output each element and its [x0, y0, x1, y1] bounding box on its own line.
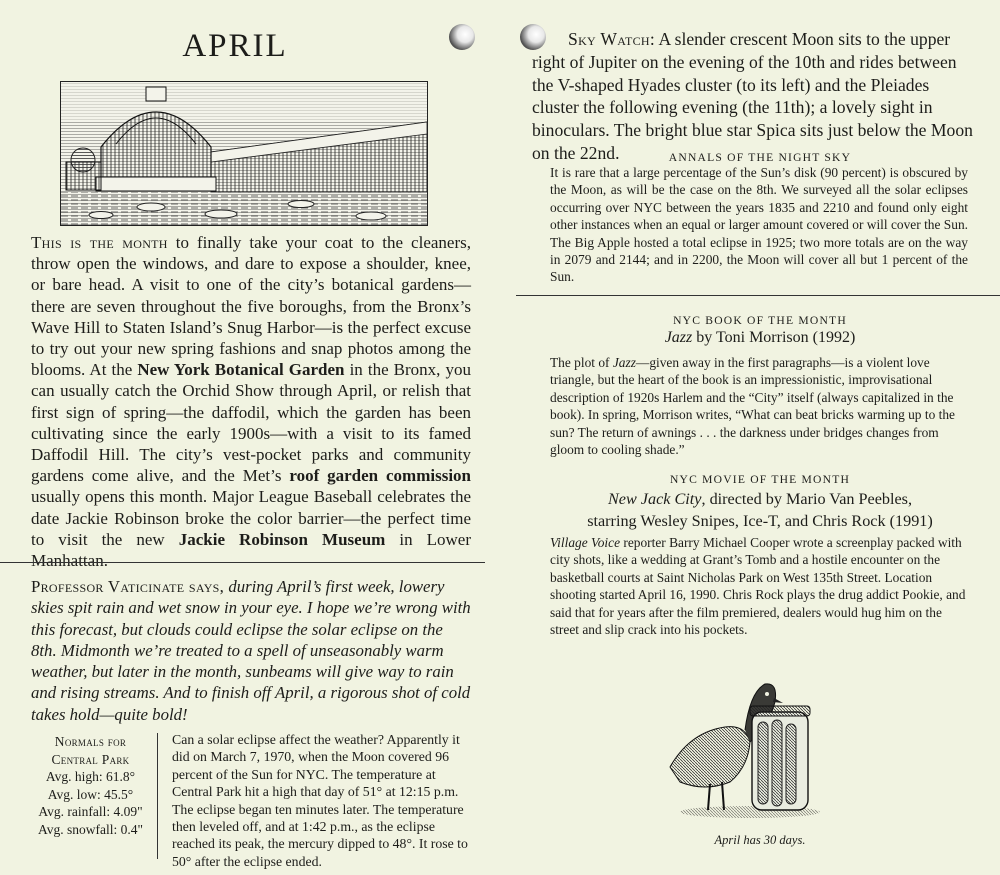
intro-text-4: in Lower Manhattan.: [31, 529, 471, 571]
intro-lead: This is the month: [31, 233, 168, 252]
annals-text: It is rare that a large percentage of the Sun’s disk (90 percent) is obscured by the Moon, as will be the case on the 8th. We surveyed all the solar eclipses occurring over NYC between the years 1835 and 2210 and found only eight other instances when an equal or larger amount covered or will cover the Sun. The Big Apple hosted a total eclipse in 1925; two more totals are on the way in 2079 and 2144; and in 2200, the Moon will cover all but 1 percent of the Sun.: [550, 165, 968, 285]
normals-heading-2: Central Park: [51, 751, 130, 767]
intro-museum: Jackie Robinson Museum: [178, 529, 386, 549]
book-title-line: [550, 329, 970, 347]
normals-value: 0.4": [120, 821, 143, 837]
book-text: [550, 354, 970, 458]
normals-box: [28, 733, 153, 839]
movie-text: [550, 534, 972, 638]
movie-byline-2: starring Wesley Snipes, Ice-T, and Chris Rock (1991): [587, 511, 933, 530]
normals-label: Avg. rainfall:: [38, 804, 111, 820]
right-page: [510, 0, 1000, 875]
intro-text-2: in the Bronx, you can usually catch the Orchid Show through April, or relish that first sign of spring—the daffodil, which the garden has been cultivating since the early 1900s—with a visit to its famed Daffodil Hill. The city’s vest-pocket parks and community gardens come alive, and the Met’s: [31, 360, 471, 486]
normals-value: 61.8°: [106, 769, 136, 785]
pigeon-pickle-jar-illustration: [650, 672, 830, 822]
book-text-pre: The plot of: [550, 355, 613, 370]
normals-label: Avg. snowfall:: [37, 821, 118, 837]
month-title: APRIL: [182, 28, 288, 64]
normals-label: Avg. low:: [47, 786, 101, 802]
normals-value: 45.5°: [104, 786, 134, 802]
intro-text-3: usually opens this month. Major League Baseball celebrates the date Jackie Robinson broke the color barrier—the perfect time to visit the new: [31, 487, 471, 549]
movie-heading: NYC MOVIE OF THE MONTH: [669, 473, 851, 486]
left-page: [0, 0, 498, 875]
sky-watch-text: A slender crescent Moon sits to the upper right of Jupiter on the evening of the 10th and rides between the V-shaped Hyades cluster (to its left) and the Pleiades cluster the following evening (the 11th); a lovely sight in binoculars. The bright blue star Spica sits just below the Moon on the 22nd.: [532, 29, 973, 163]
movie-title-line: [550, 489, 970, 532]
movie-text-publication: Village Voice: [550, 535, 621, 550]
professor-lead: Professor Vaticinate says,: [31, 577, 225, 596]
normals-row: [28, 803, 153, 821]
normals-heading-1: Normals for: [54, 734, 127, 749]
normals-row: [28, 768, 153, 786]
normals-row: [28, 821, 153, 839]
book-byline: by Toni Morrison (1992): [692, 329, 856, 346]
normals-value: 4.09": [113, 804, 143, 820]
eclipse-weather-text: Can a solar eclipse affect the weather? Apparently it did on March 7, 1970, when the Moon covered 96 percent of the Sun for NYC. The temperature at Central Park hit a high that day of 51° at 12:15 p.m. The eclipse began ten minutes later. The temperature then leveled off, and at 1:42 p.m., as the eclipse reached its peak, the mercury dipped to 48°. It rose to 50° after the eclipse ended.: [172, 732, 468, 869]
intro-roof-garden: roof garden commission: [289, 466, 471, 486]
intro-paragraph: [31, 232, 471, 571]
normals-label: Avg. high:: [45, 769, 103, 785]
section-divider: [0, 562, 485, 563]
normals-row: [28, 786, 153, 804]
conservatory-engraving: [60, 81, 428, 226]
sky-watch: [532, 28, 978, 165]
professor-forecast-text: during April’s first week, lowery skies spit rain and wet snow in your eye. I hope we’re wrong with this forecast, but clouds could eclipse the solar eclipse on the 8th. Midmonth we’re treated to a spell of unseasonably warm weather, but later in the month, sunbeams will give way to rain and rising streams. And to finish off April, a rigorous shot of cold takes hold—quite bold!: [31, 577, 471, 724]
normals-divider: [157, 733, 158, 859]
intro-nybg: New York Botanical Garden: [137, 360, 345, 380]
month-days-caption: April has 30 days.: [714, 833, 806, 847]
professor-forecast: [31, 576, 471, 725]
book-text-title: Jazz: [612, 355, 636, 370]
book-heading: NYC BOOK OF THE MONTH: [673, 314, 847, 327]
movie-text-body: reporter Barry Michael Cooper wrote a screenplay packed with city shots, like a wedding at Grant’s Tomb and a hostile encounter on the basketball courts at Saint Nicholas Park on West 135th Street. Location shooting started April 16, 1990. Chris Rock plays the drug addict Pookie, and said that for years after the film premiered, dealers would hug him on the street and slip crack into his pockets.: [550, 535, 966, 638]
annals-heading: ANNALS OF THE NIGHT SKY: [668, 151, 852, 164]
intro-text-1: to finally take your coat to the cleaners, throw open the windows, and dare to expose a shoulder, knee, or bare head. A visit to one of the city’s botanical gardens—there are seven throughout the five boroughs, from the Bronx’s Wave Hill to Staten Island’s Snug Harbor—is the perfect excuse to try out your new spring fashions and snap photos among the blooms. At the: [31, 233, 471, 380]
book-text-post: —given away in the first paragraphs—is a violent love triangle, but the heart of the book is an impressionistic, improvisational description of 1920s Harlem and the “City” itself (always capitalized in the book). In spring, Morrison writes, “What can beat bricks warming up to the sun? The return of awnings . . . the darkness under bridges changes from gloom to cooling shade.”: [550, 355, 955, 458]
sky-watch-label: Sky Watch:: [568, 29, 656, 49]
section-divider: [516, 295, 1000, 296]
book-title: Jazz: [664, 329, 693, 346]
movie-title: New Jack City: [607, 490, 702, 508]
movie-byline-1: , directed by Mario Van Peebles,: [701, 490, 913, 508]
